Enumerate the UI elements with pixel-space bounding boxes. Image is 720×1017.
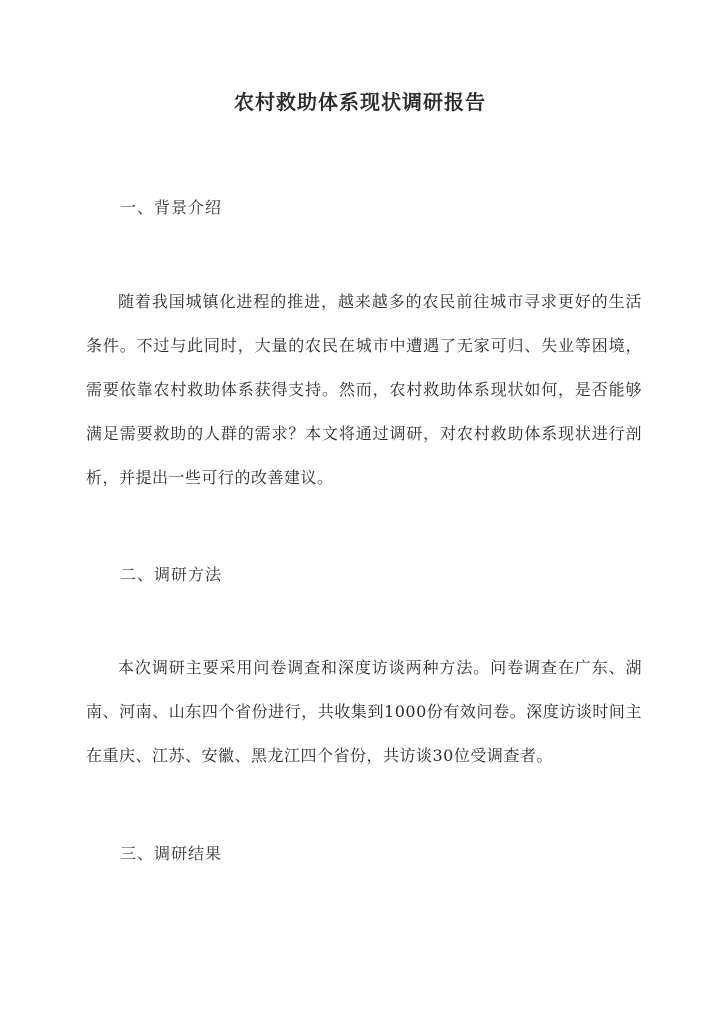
section-heading-results: 三、调研结果: [120, 844, 223, 863]
section-heading-method: 二、调研方法: [120, 565, 223, 584]
document-title: 农村救助体系现状调研报告: [234, 90, 486, 114]
section-paragraph-method: 本次调研主要采用问卷调查和深度访谈两种方法。问卷调查在广东、湖南、河南、山东四个省份进行，共收集到1000份有效问卷。深度访谈时间主在重庆、江苏、安徽、黑龙江四个省份，共访谈30位受调查者。: [86, 658, 642, 765]
section-paragraph-background: 随着我国城镇化进程的推进，越来越多的农民前往城市寻求更好的生活条件。不过与此同时，大量的农民在城市中遭遇了无家可归、失业等困境，需要依靠农村救助体系获得支持。然而，农村救助体系现状如何，是否能够满足需要救助的人群的需求？本文将通过调研，对农村救助体系现状进行剖析，并提出一些可行的改善建议。: [86, 292, 642, 487]
section-heading-background: 一、背景介绍: [120, 198, 223, 217]
